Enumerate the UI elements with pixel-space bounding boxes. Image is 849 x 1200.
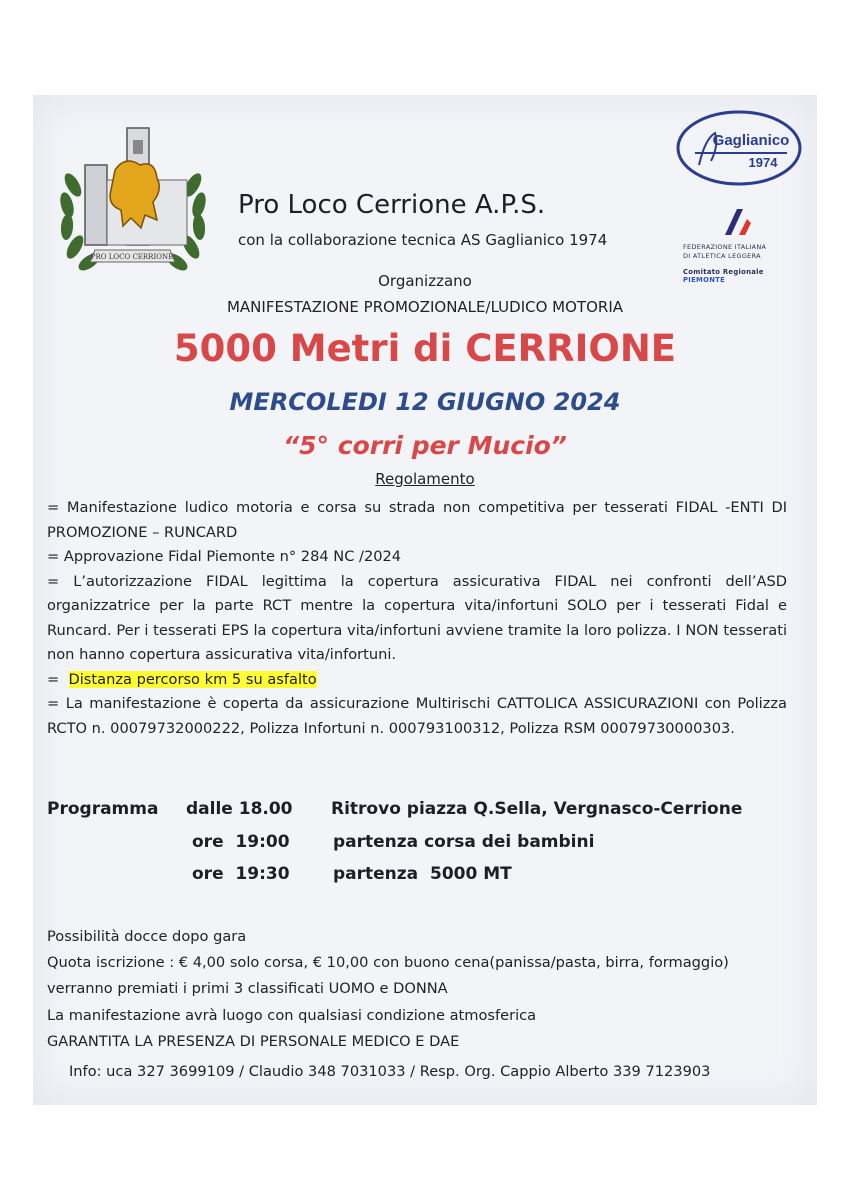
rule-item-distance: = Distanza percorso km 5 su asfalto [47,670,317,688]
svg-text:1974: 1974 [748,155,778,170]
footer-line: La manifestazione avrà luogo con qualsiasi condizione atmosferica [47,1006,537,1024]
footer-line: Possibilità docce dopo gara [47,928,247,945]
flyer-sheet [33,95,817,1105]
footer-line: Quota iscrizione : € 4,00 solo corsa, € 10,00 con buono cena(panissa/pasta, birra, formaggio) [47,954,729,972]
footer-line: GARANTITA LA PRESENZA DI PERSONALE MEDICO E DAE [47,1032,460,1050]
fidal-name-line2: DI ATLETICA LEGGERA [683,252,761,260]
rule-item: = Manifestazione ludico motoria e corsa su strada non competitiva per tesserati FIDAL -ENTI DI PROMOZIONE – RUNCARD [47,499,787,541]
organizer-title: Pro Loco Cerrione A.P.S. [238,190,546,220]
footer-notes [47,924,729,1055]
svg-text:Gaglianico: Gaglianico [712,132,790,149]
rule-item: = La manifestazione è coperta da assicurazione Multirischi CATTOLICA ASSICURAZIONI con Polizza RCTO n. 00079732000222, Polizza Infortuni n. 000793100312, Polizza RSM 00079730000303. [47,695,787,737]
contact-info: Info: uca 327 3699109 / Claudio 348 7031033 / Resp. Org. Cappio Alberto 339 7123903 [69,1063,711,1080]
svg-text:PRO LOCO CERRIONE: PRO LOCO CERRIONE [90,253,174,261]
program-time: ore 19:00 [192,832,290,852]
fidal-mark-icon [721,207,757,237]
program-desc: Ritrovo piazza Q.Sella, Vergnasco-Cerrione [331,799,743,819]
pro-loco-crest-logo [45,110,220,285]
event-date: MERCOLEDI 12 GIUGNO 2024 [229,388,621,416]
gaglianico-logo [675,109,803,187]
program-desc: partenza 5000 MT [333,864,512,884]
event-subtitle: “5° corri per Mucio” [283,431,567,460]
event-type: MANIFESTAZIONE PROMOZIONALE/LUDICO MOTORIA [226,298,624,316]
collaboration-line: con la collaborazione tecnica AS Gaglianico 1974 [238,231,608,249]
regolamento-heading: Regolamento [375,470,475,488]
organizzano-label: Organizzano [378,272,472,290]
rule-item: = Approvazione Fidal Piemonte n° 284 NC /2024 [47,548,402,565]
programma-label: Programma [47,799,159,819]
program-time: ore 19:30 [192,864,290,884]
fidal-committee: Comitato Regionale PIEMONTE [683,268,764,284]
program-desc: partenza corsa dei bambini [333,832,595,852]
event-title: 5000 Metri di CERRIONE [173,327,677,370]
program-time: dalle 18.00 [186,799,293,819]
footer-line: verranno premiati i primi 3 classificati UOMO e DONNA [47,980,448,998]
regolamento-list [47,496,787,741]
rule-item: = L’autorizzazione FIDAL legittima la copertura assicurativa FIDAL nei confronti dell’ASD organizzatrice per la parte RCT mentre la copertura vita/infortuni SOLO per i tesserati Fidal e Runcard. Per i tesserati EPS la copertura vita/infortuni avviene tramite la loro polizza. I NON tesserati non hanno copertura assicurativa vita/infortuni. [47,572,787,663]
fidal-name-line1: FEDERAZIONE ITALIANA [683,243,767,251]
distance-highlight: Distanza percorso km 5 su asfalto [68,670,317,688]
